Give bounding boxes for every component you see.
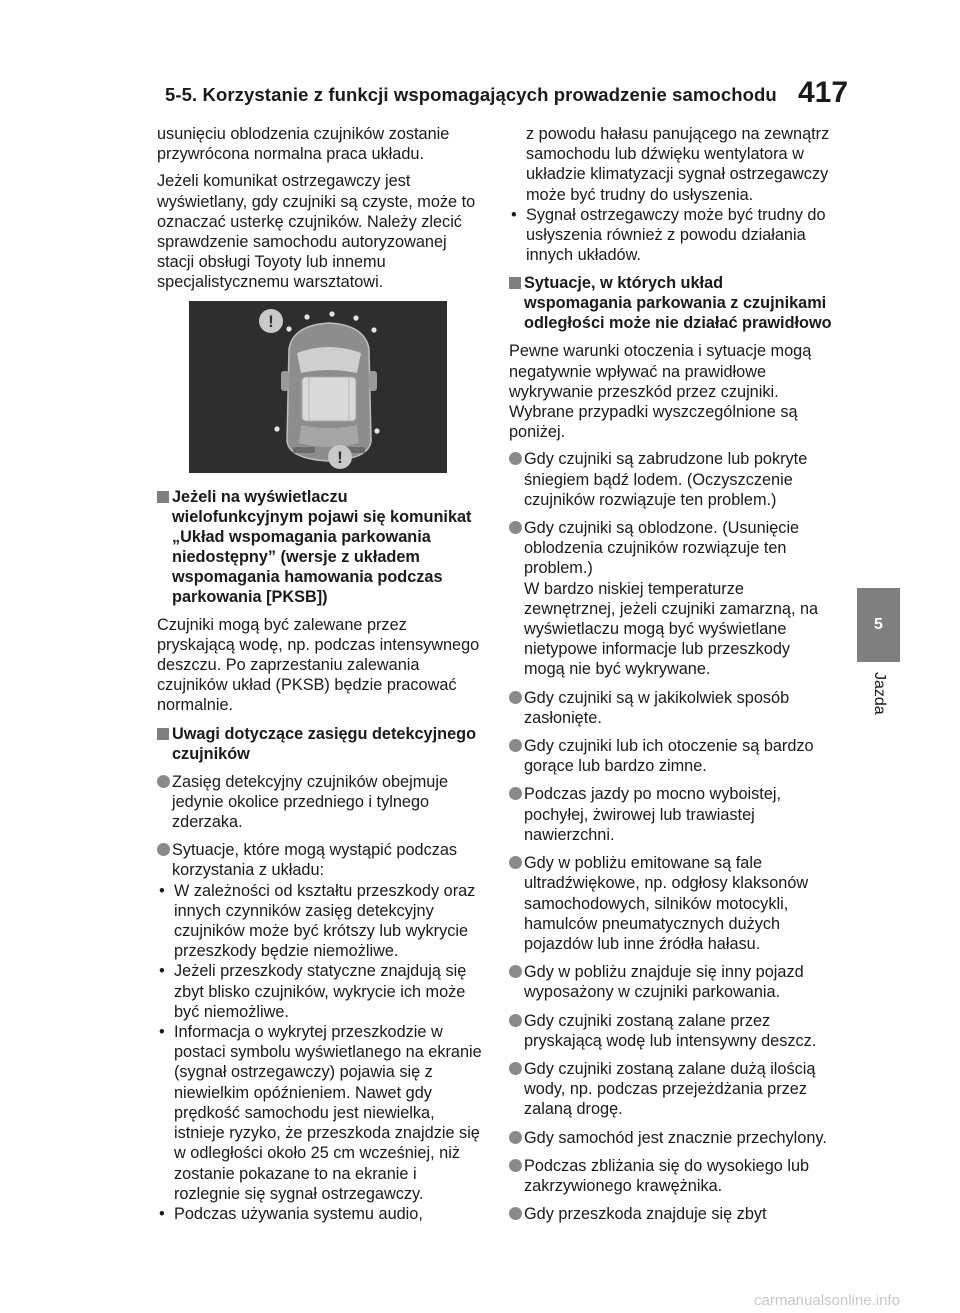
list-item-text: Gdy przeszkoda znajduje się zbyt	[524, 1205, 767, 1224]
round-bullet-icon	[157, 843, 170, 856]
list-item-text: Gdy czujniki są w jakikolwiek sposób zasłonięte.	[524, 688, 790, 727]
list-item	[509, 1156, 834, 1196]
list-item	[509, 962, 834, 1002]
bullet-glyph: •	[159, 1204, 165, 1223]
list-item	[509, 518, 834, 680]
list-item-text: Gdy czujniki lub ich otoczenie są bardzo gorące lub bardzo zimne.	[524, 737, 814, 776]
sub-bullet-text: Sygnał ostrzegawczy może być trudny do usłyszenia również z powodu działania innych układów.	[526, 205, 826, 265]
round-bullet-icon	[509, 1159, 522, 1172]
sub-bullet	[157, 1022, 482, 1204]
paragraph: Jeżeli komunikat ostrzegawczy jest wyświetlany, gdy czujniki są czyste, może to oznaczać usterkę czujników. Należy zlecić sprawdzenie samochodu autoryzowanej stacji obsługi Toyoty lub innemu specjalistycznemu warsztatowi.	[157, 172, 476, 292]
section-heading	[157, 724, 482, 764]
list-item	[509, 1011, 834, 1051]
sub-bullet-text: Podczas używania systemu audio,	[174, 1204, 423, 1223]
header-title: 5-5. Korzystanie z funkcji wspomagających prowadzenie samochodu	[165, 84, 777, 105]
bullet-glyph: •	[511, 205, 517, 224]
list-item-text: Gdy samochód jest znacznie przechylony.	[524, 1128, 827, 1147]
list-item-text: Gdy czujniki zostaną zalane przez pryskającą wodę lub intensywny deszcz.	[524, 1011, 817, 1050]
list-item	[509, 853, 834, 954]
sub-bullet	[509, 205, 834, 266]
sub-bullet-text: W zależności od kształtu przeszkody oraz innych czynników zasięg detekcyjny czujników może być krótszy lub wykrycie przeszkody będzie niemożliwe.	[174, 881, 476, 961]
sub-bullet	[157, 961, 482, 1022]
list-item-text: Sytuacje, które mogą wystąpić podczas korzystania z układu:	[172, 841, 458, 880]
round-bullet-icon	[509, 1207, 522, 1220]
svg-text:!: !	[268, 311, 274, 331]
round-bullet-icon	[509, 965, 522, 978]
parking-sensor-figure	[189, 301, 447, 473]
square-bullet-icon	[157, 728, 169, 740]
bullet-glyph: •	[159, 881, 165, 900]
section-heading	[509, 273, 834, 333]
paragraph: Pewne warunki otoczenia i sytuacje mogą negatywnie wpływać na prawidłowe wykrywanie przeszkód przez czujniki. Wybrane przypadki wyszczególnione są poniżej.	[509, 342, 812, 442]
list-item-text: Podczas jazdy po mocno wyboistej, pochyłej, żwirowej lub trawiastej nawierzchni.	[524, 785, 782, 844]
section-heading	[157, 487, 482, 607]
chapter-number: 5	[874, 616, 883, 633]
right-column	[509, 124, 834, 1232]
left-column	[157, 124, 482, 1224]
square-bullet-icon	[509, 277, 521, 289]
chapter-label	[866, 672, 894, 732]
list-item	[509, 784, 834, 845]
round-bullet-icon	[157, 775, 170, 788]
bullet-glyph: •	[159, 962, 165, 981]
list-item-text: Gdy w pobliżu emitowane są fale ultradźwiękowe, np. odgłosy klaksonów samochodowych, silników motocykli, hamulców pneumatycznych dużych pojazdów lub inne źródła hałasu.	[524, 854, 809, 953]
bullet-continuation: z powodu hałasu panującego na zewnątrz samochodu lub dźwięku wentylatora w układzie klimatyzacji sygnał ostrzegawczy może być trudny do usłyszenia.	[526, 125, 830, 204]
svg-text:!: !	[337, 447, 343, 467]
list-item-text: Gdy czujniki są oblodzone. (Usunięcie oblodzenia czujników rozwiązuje ten problem.) W bardzo niskiej temperaturze zewnętrznej, jeżeli czujniki zamarzną, na wyświetlaczu mogą być wyświetlane nietypowe informacje lub przeszkody mogą nie być wykrywane.	[524, 519, 819, 679]
chapter-label-text: Jazda	[871, 672, 888, 715]
sub-bullet	[157, 881, 482, 962]
chapter-tab	[857, 588, 900, 662]
round-bullet-icon	[509, 1062, 522, 1075]
round-bullet-icon	[509, 739, 522, 752]
sub-bullet-text: Jeżeli przeszkody statyczne znajdują się zbyt blisko czujników, wykrycie ich może być niemożliwe.	[174, 962, 467, 1021]
heading-text: Sytuacje, w których układ wspomagania parkowania z czujnikami odległości może nie działać prawidłowo	[524, 274, 832, 333]
heading-text: Uwagi dotyczące zasięgu detekcyjnego czujników	[172, 724, 477, 763]
list-item	[157, 772, 482, 833]
list-item	[509, 1204, 834, 1224]
list-item-text: Gdy w pobliżu znajduje się inny pojazd wyposażony w czujniki parkowania.	[524, 963, 804, 1002]
round-bullet-icon	[509, 521, 522, 534]
list-item	[509, 736, 834, 776]
square-bullet-icon	[157, 491, 169, 503]
round-bullet-icon	[509, 691, 522, 704]
list-item	[509, 1059, 834, 1120]
car-top-view-illustration	[189, 301, 447, 473]
bullet-glyph: •	[159, 1023, 165, 1042]
list-item	[157, 840, 482, 880]
list-item	[509, 688, 834, 728]
round-bullet-icon	[509, 1014, 522, 1027]
warning-icon	[328, 445, 352, 469]
list-item-text: Podczas zbliżania się do wysokiego lub zakrzywionego krawężnika.	[524, 1156, 810, 1195]
list-item-text: Gdy czujniki zostaną zalane dużą ilością wody, np. podczas przejeżdżania przez zalaną drogę.	[524, 1059, 816, 1119]
round-bullet-icon	[509, 1131, 522, 1144]
list-item-text: Gdy czujniki są zabrudzone lub pokryte śniegiem bądź lodem. (Oczyszczenie czujników rozwiązuje ten problem.)	[524, 450, 808, 509]
sub-bullet	[157, 1204, 482, 1224]
list-item	[509, 1128, 834, 1148]
sub-bullet-text: Informacja o wykrytej przeszkodzie w postaci symbolu wyświetlanego na ekranie (sygnał ostrzegawczy) pojawia się z niewielkim opóźnieniem. Nawet gdy prędkość samochodu jest niewielka, istnieje ryzyko, że przeszkoda znajdzie się w odległości około 25 cm wcześniej, niż zostanie pokazane to na ekranie i rozlegnie się sygnał ostrzegawczy.	[174, 1023, 482, 1203]
paragraph: usunięciu oblodzenia czujników zostanie przywrócona normalna praca układu.	[157, 125, 450, 164]
page-number: 417	[798, 76, 849, 109]
watermark: carmanualsonline.info	[754, 1292, 900, 1309]
round-bullet-icon	[509, 452, 522, 465]
heading-text: Jeżeli na wyświetlaczu wielofunkcyjnym pojawi się komunikat „Układ wspomagania parkowania niedostępny” (wersje z układem wspomagania hamowania podczas parkowania [PKSB])	[172, 487, 472, 606]
warning-icon	[259, 309, 283, 333]
list-item-text: Zasięg detekcyjny czujników obejmuje jedynie okolice przedniego i tylnego zderzaka.	[172, 772, 449, 832]
paragraph: Czujniki mogą być zalewane przez pryskającą wodę, np. podczas intensywnego deszczu. Po zaprzestaniu zalewania czujników układ (PKSB) będzie pracować normalnie.	[157, 615, 480, 715]
round-bullet-icon	[509, 856, 522, 869]
list-item	[509, 449, 834, 510]
round-bullet-icon	[509, 787, 522, 800]
